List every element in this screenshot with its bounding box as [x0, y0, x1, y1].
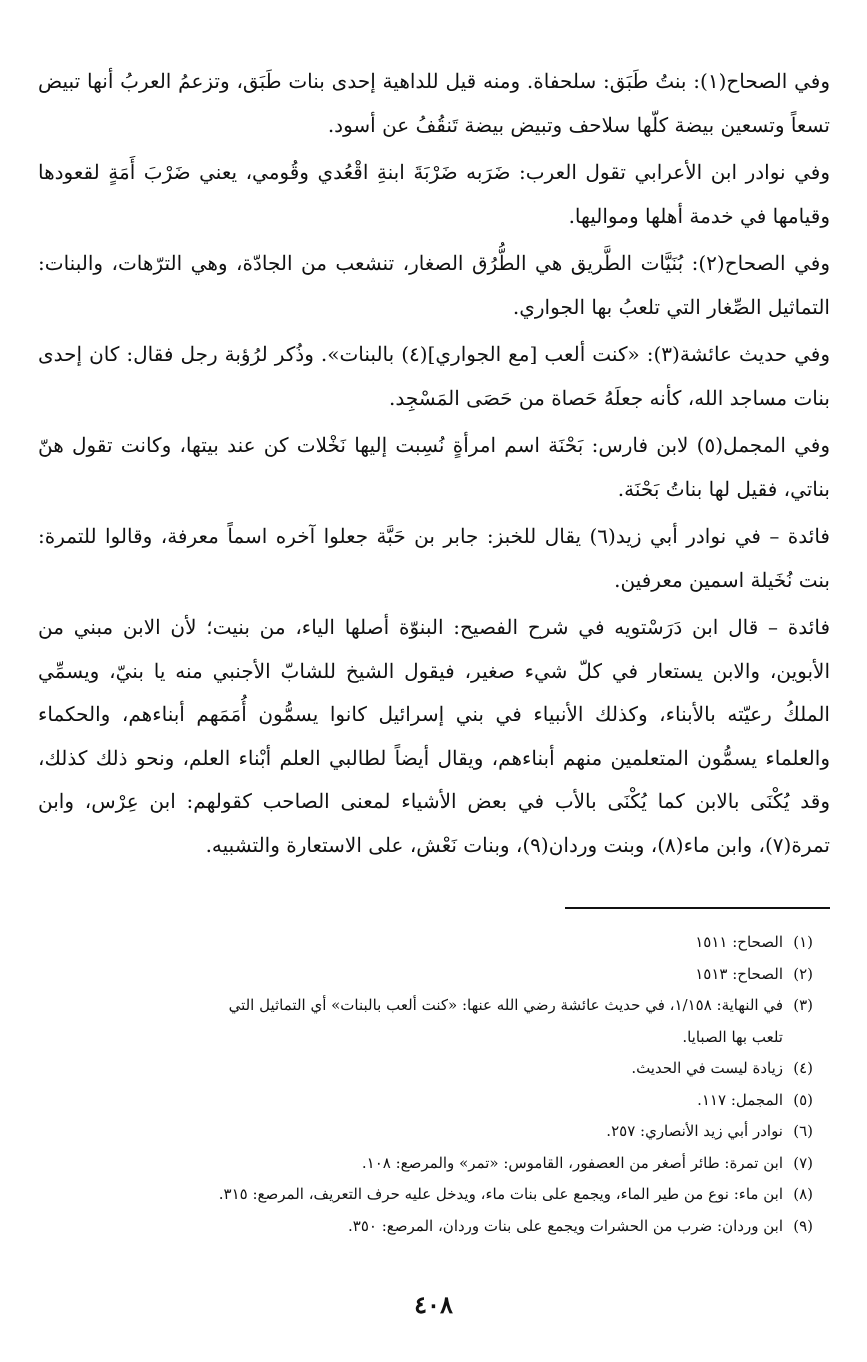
- footnote-text: المجمل: ١١٧.: [697, 1090, 783, 1109]
- page-number: ٤٠٨: [414, 1290, 453, 1319]
- footnote-7: [38, 1148, 813, 1180]
- paragraph-mujmal-ibn-faris: وفي المجمل(٥) لابن فارس: بَحْنَة اسم امرأةٍ نُسِبت إليها نَخْلات كن عند بيتها، وكانت تقول هنّ بناتي، فقيل لها بناتُ بَحْنَة.: [38, 433, 830, 501]
- paragraph-hadith-aisha: وفي حديث عائشة(٣): «كنت ألعب [مع الجواري](٤) بالبنات». وذُكر لرُؤبة رجل فقال: كان إحدى بنات مساجد الله، كأنه جعلَهُ حَصاة من حَصَى المَسْجِد.: [38, 342, 830, 410]
- footnote-number: (٣): [793, 996, 813, 1014]
- footnote-number: (٢): [793, 964, 813, 983]
- footnote-number: (١): [793, 933, 813, 951]
- footnote-number: (٩): [793, 1216, 813, 1235]
- footnote-number: (٨): [793, 1185, 813, 1203]
- footnote-5: [38, 1085, 813, 1117]
- footnote-1: [38, 927, 813, 959]
- footnote-number: (٧): [793, 1153, 813, 1172]
- footnote-text: الصحاح: ١٥١١: [695, 933, 783, 951]
- paragraph-faida-abu-zayd: فائدة – في نوادر أبي زيد(٦) يقال للخبز: جابر بن حَبَّة جعلوا آخره اسماً معرفة، وقالوا للتمرة: بنت نُخَيلة اسمين معرفين.: [38, 524, 830, 592]
- footnote-2: [38, 959, 813, 991]
- footnote-text: زيادة ليست في الحديث.: [631, 1059, 783, 1077]
- body-text: [38, 60, 830, 871]
- footnote-text: الصحاح: ١٥١٣: [695, 964, 783, 983]
- footnote-number: (٤): [793, 1059, 813, 1077]
- footnote-divider: [565, 907, 830, 909]
- footnote-3-continuation: تلعب بها الصبايا.: [682, 1027, 783, 1046]
- paragraph-faida-ibn-durustawayh: فائدة – قال ابن دَرَسْتويه في شرح الفصيح: البنوّة أصلها الياء، من بنيت؛ لأن الابن مبني من الأبوين، والابن يستعار في كلّ شيء صغير، فيقول الشيخ للشابّ الأجنبي منه يا بنيّ، ويسمِّي الملكُ رعيّته بالأبناء، وكذلك الأنبياء في بني إسرائيل كانوا يسمُّون أُمَمَهم أبناءهم، والحكماء والعلماء يسمُّون المتعلمين منهم أبناءهم، ويقال أيضاً لطالبي العلم أبْناء العلم، ونحو ذلك كذلك، وقد يُكْنَى بالابن كما يُكْنَى بالأب في بعض الأشياء لمعنى الصاحب كقولهم: ابن عِرْس، وابن تمرة(٧)، وابن ماء(٨)، وبنت وردان(٩)، وبنات نَعْش، على الاستعارة والتشبيه.: [38, 615, 830, 857]
- footnote-8: [38, 1179, 813, 1211]
- paragraph-sahah-bint-tabaq: وفي الصحاح(١): بنتُ طَبَق: سلحفاة. ومنه قيل للداهية إحدى بنات طَبَق، وتزعمُ العربُ أنها تبيض تسعاً وتسعين بيضة كلّها سلاحف وتبيض بيضة تَنقُفُ عن أسود.: [38, 69, 830, 137]
- footnote-text: ابن تمرة: طائر أصغر من العصفور، القاموس: «تمر» والمرصع: ١٠٨.: [361, 1153, 783, 1172]
- footnote-text: ابن وردان: ضرب من الحشرات ويجمع على بنات وردان، المرصع: ٣٥٠.: [348, 1216, 783, 1235]
- footnote-9: [38, 1211, 813, 1243]
- footnote-text: في النهاية: ١/١٥٨، في حديث عائشة رضي الله عنها: «كنت ألعب بالبنات» أي التماثيل التي: [228, 996, 783, 1014]
- footnote-6: [38, 1116, 813, 1148]
- footnote-4: [38, 1053, 813, 1085]
- footnote-text: نوادر أبي زيد الأنصاري: ٢٥٧.: [606, 1122, 783, 1140]
- footnote-text: ابن ماء: نوع من طير الماء، ويجمع على بنات ماء، ويدخل عليه حرف التعريف، المرصع: ٣١٥.: [218, 1185, 783, 1203]
- footnote-number: (٥): [793, 1090, 813, 1109]
- paragraph-nawadir-ibn-al-arabi: وفي نوادر ابن الأعرابي تقول العرب: ضَرَبه ضَرْبَةَ ابنةِ اقْعُدي وقُومي، يعني ضَرْبَ أَمَةٍ لقعودها وقيامها في خدمة أهلها ومواليها.: [38, 160, 830, 228]
- footnote-number: (٦): [793, 1122, 813, 1140]
- footnote-3: [38, 990, 813, 1022]
- footnotes-list: [38, 927, 813, 1242]
- paragraph-sahah-bunayyat: وفي الصحاح(٢): بُنَيَّات الطَّريق هي الطُّرُق الصغار، تنشعب من الجادّة، وهي الترّهات، والبنات: التماثيل الصِّغار التي تلعبُ بها الجواري.: [38, 251, 830, 319]
